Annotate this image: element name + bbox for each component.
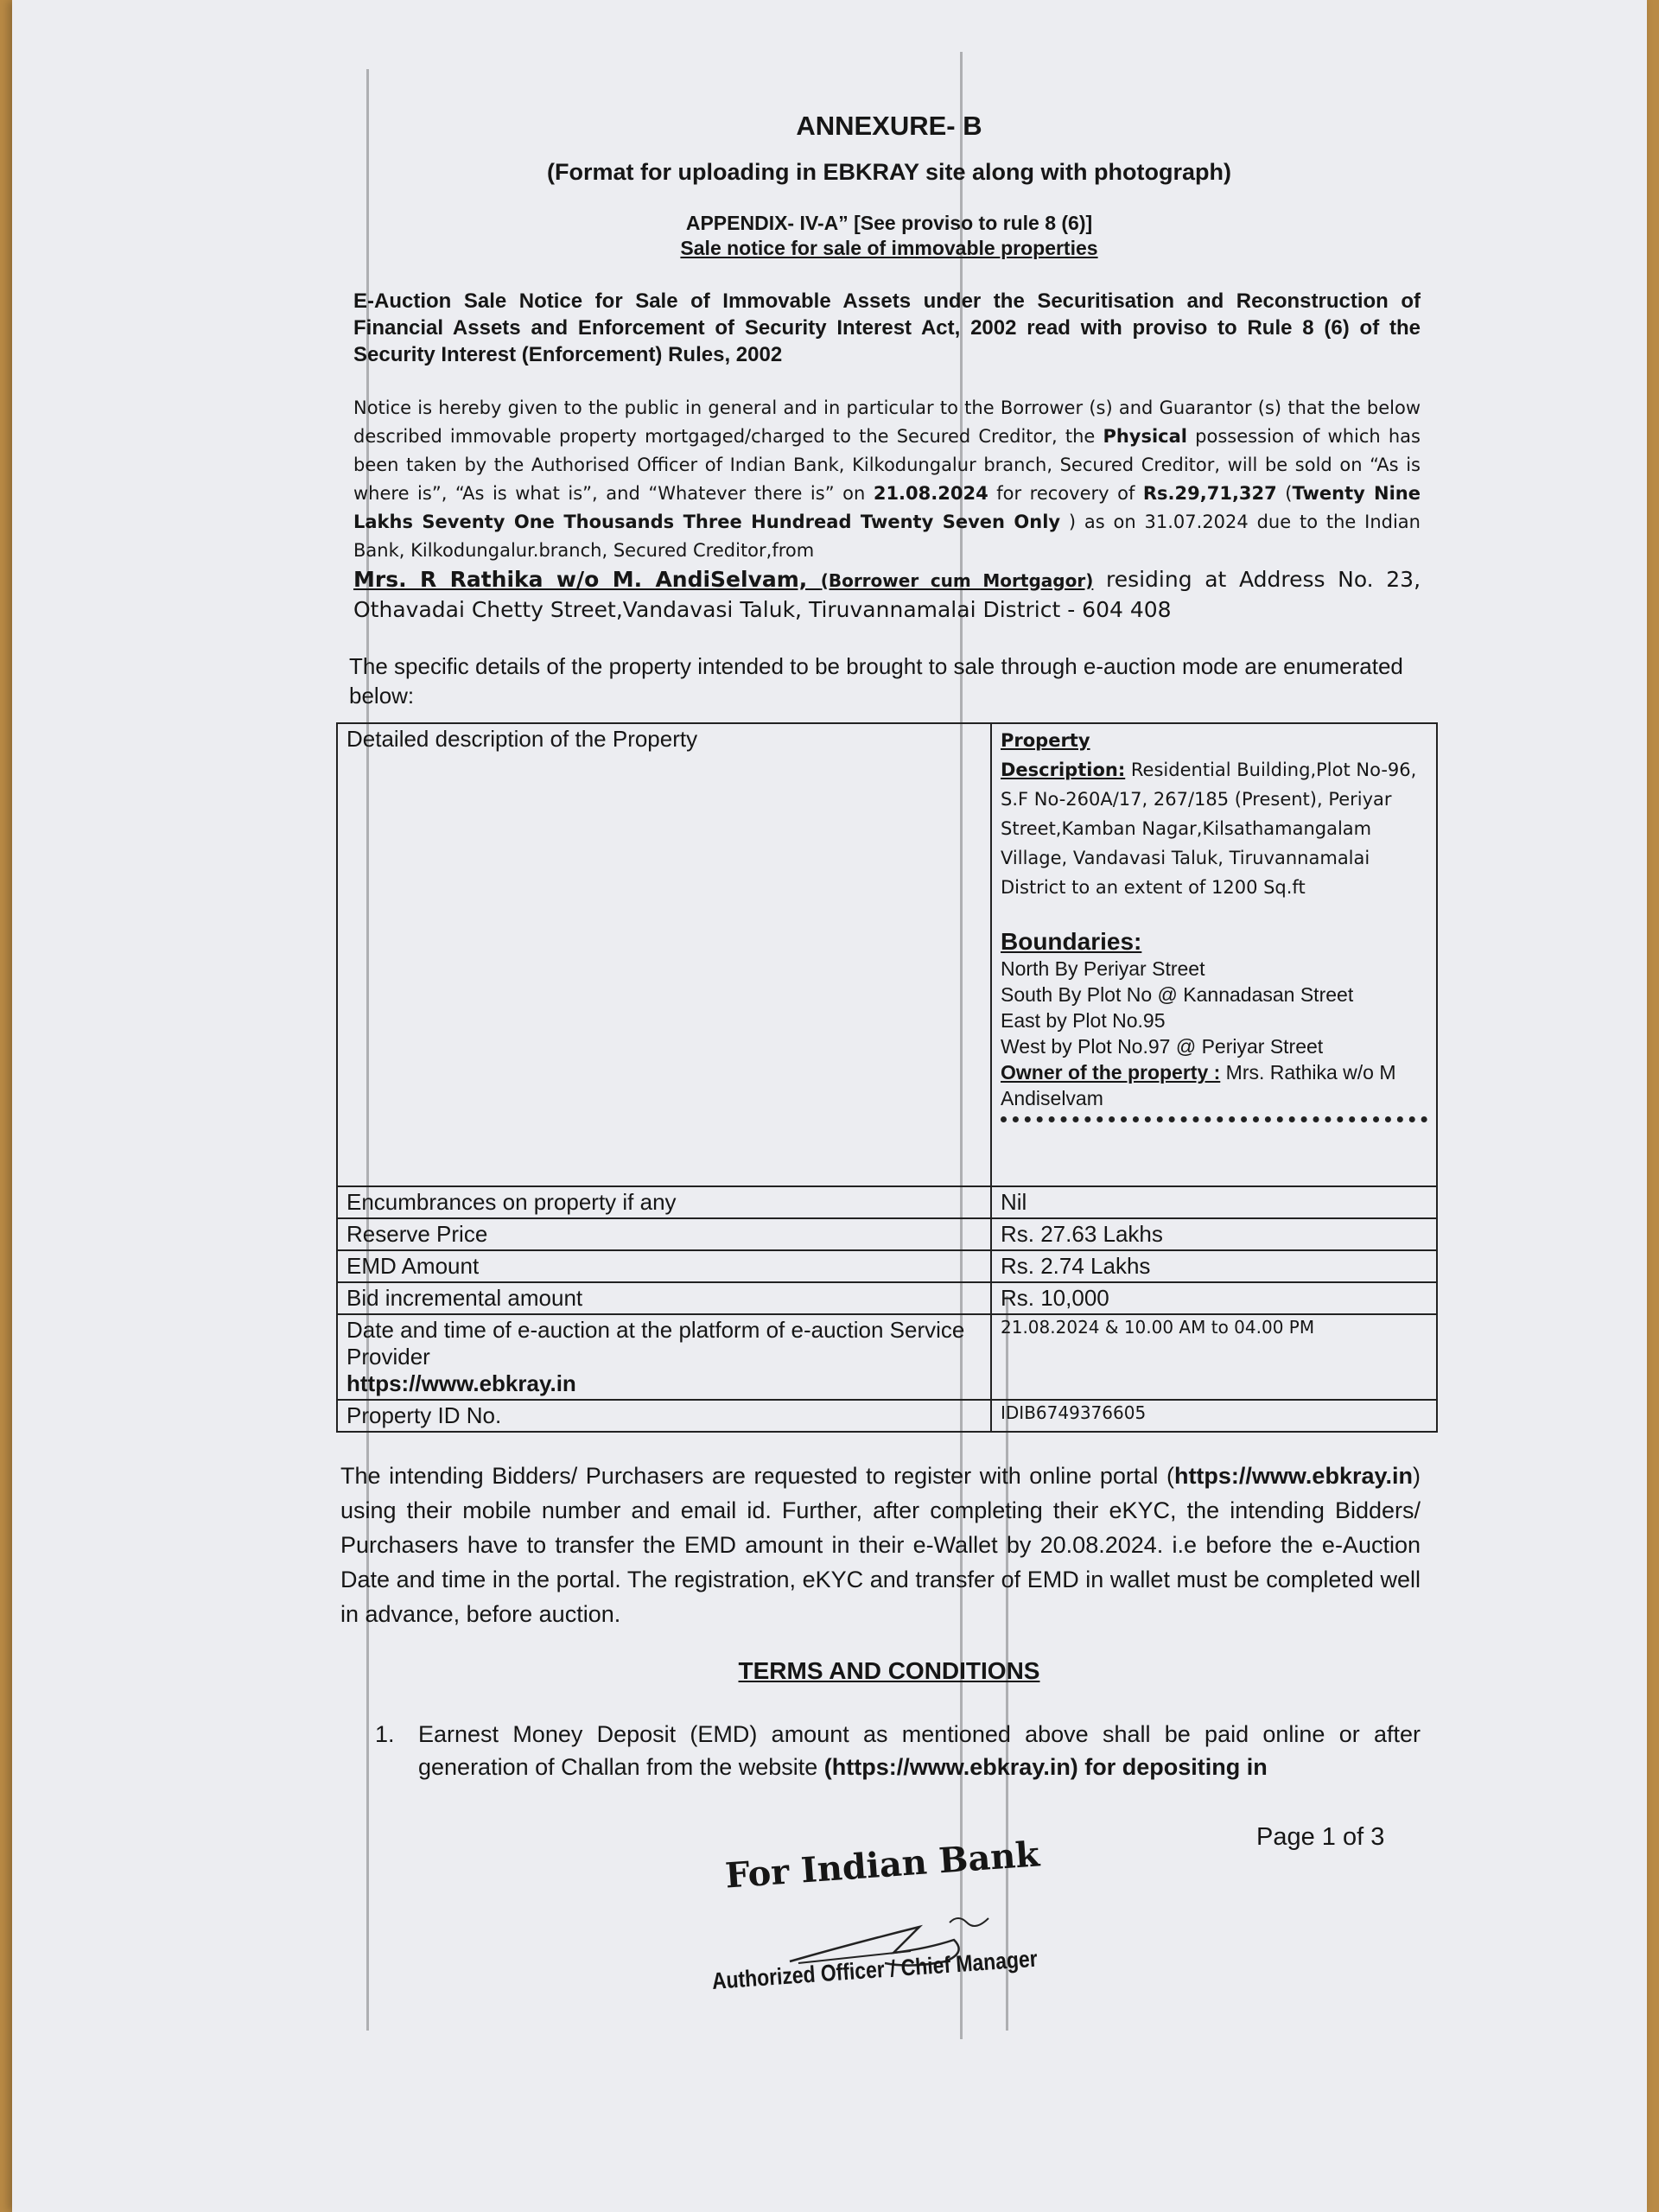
terms-item — [375, 1718, 1421, 1783]
item-bold-text: (https://www.ebkray.in) for depositing in — [823, 1754, 1268, 1780]
portal-url: https://www.ebkray.in — [1173, 1463, 1413, 1489]
boundary-north: North By Periyar Street — [1001, 957, 1205, 980]
property-description — [1001, 726, 1427, 902]
notice-text: for recovery of — [988, 483, 1143, 504]
boundary-south: South By Plot No @ Kannadasan Street — [1001, 983, 1354, 1006]
auction-value-cell: 21.08.2024 & 10.00 AM to 04.00 PM — [991, 1314, 1437, 1400]
table-row — [337, 1314, 1437, 1400]
owner-value: Mrs. Rathika w/o M Andiselvam — [1001, 1061, 1396, 1109]
row-value: Rs. 10,000 — [991, 1282, 1437, 1314]
row-value: Rs. 27.63 Lakhs — [991, 1218, 1437, 1250]
dotted-divider — [1001, 1116, 1427, 1122]
authorized-officer: Authorized Officer / Chief Manager — [710, 1945, 1039, 1994]
format-note: (Format for uploading in EBKRAY site along with photograph) — [547, 159, 1231, 185]
notice-text: Notice is hereby given to the public in general and in particular to the Borrower (s) and Guarantor (s) that the below described immovable property mortgaged/charged to the Secured Creditor, the — [353, 397, 1421, 447]
table-row — [337, 1282, 1437, 1314]
annexure-title: ANNEXURE- B — [796, 111, 982, 141]
row-label: EMD Amount — [337, 1250, 991, 1282]
description-text: Residential Building,Plot No-96, S.F No-260A/17, 267/185 (Present), Periyar Street,Kamban Nagar,Kilsathamangalam Village, Vandavasi Taluk, Tiruvannamalai District to an extent of 1200 Sq.ft — [1001, 760, 1417, 898]
borrower-name-text: Mrs. R Rathika w/o M. AndiSelvam, — [353, 567, 821, 592]
property-id-value: IDIB6749376605 — [991, 1400, 1437, 1432]
for-indian-bank: For Indian Bank — [723, 1834, 1041, 1897]
appendix-title: APPENDIX- IV-A” [See proviso to rule 8 (6)] — [685, 212, 1093, 234]
page-number: Page 1 of 3 — [1256, 1823, 1385, 1851]
item-number: 1. — [375, 1721, 395, 1747]
table-row — [337, 723, 1437, 1186]
table-row — [337, 1400, 1437, 1432]
bidders-text: ) using their mobile number and email id. Further, after completing their eKYC, the intending Bidders/ Purchasers have to transfer the EMD amount in their e-Wallet by 20.08.2024. i.e before the e-Auction Date and time in the portal. The registration, eKYC and transfer of EMD in wallet must be completed well in advance, before auction. — [340, 1463, 1421, 1627]
description-label: Description: — [1001, 760, 1126, 780]
auction-date: 21.08.2024 — [873, 483, 988, 504]
physical-label: Physical — [1103, 426, 1187, 447]
signature-block — [703, 1823, 1481, 2013]
borrower-role: (Borrower cum Mortgagor) — [820, 570, 1094, 591]
boundary-west: West by Plot No.97 @ Periyar Street — [1001, 1035, 1324, 1058]
e-auction-intro: E-Auction Sale Notice for Sale of Immovable Assets under the Securitisation and Reconstruction of Financial Assets and Enforcement of Security Interest Act, 2002 read with proviso to Rule 8 (6) of the Security Interest (Enforcement) Rules, 2002 — [353, 289, 1421, 366]
auction-label-cell — [337, 1314, 991, 1400]
bidders-text: The intending Bidders/ Purchasers are requested to register with online portal ( — [340, 1463, 1174, 1489]
boundary-east: East by Plot No.95 — [1001, 1009, 1166, 1032]
amount-in-words: Twenty Nine Lakhs Seventy One Thousands Three Hundread Twenty Seven Only — [353, 483, 1421, 532]
item-text-wrap — [418, 1718, 1421, 1783]
property-details-table — [336, 722, 1438, 1433]
terms-heading: TERMS AND CONDITIONS — [738, 1657, 1040, 1684]
table-row — [337, 1186, 1437, 1218]
row-label: Encumbrances on property if any — [337, 1186, 991, 1218]
row-value: Nil — [991, 1186, 1437, 1218]
notice-content — [336, 95, 1442, 1783]
auction-url: https://www.ebkray.in — [346, 1370, 576, 1396]
row-label: Reserve Price — [337, 1218, 991, 1250]
recovery-amount: Rs.29,71,327 — [1142, 483, 1277, 504]
owner-line — [1001, 1059, 1427, 1111]
row-label: Bid incremental amount — [337, 1282, 991, 1314]
auction-label: Date and time of e-auction at the platform of e-auction Service Provider — [346, 1317, 965, 1370]
borrower-name — [353, 567, 1093, 592]
row-value: Rs. 2.74 Lakhs — [991, 1250, 1437, 1282]
desc-value-cell — [991, 723, 1437, 1186]
notice-text: ( — [1276, 483, 1293, 504]
bidders-paragraph — [340, 1459, 1421, 1631]
owner-label: Owner of the property : — [1001, 1061, 1221, 1084]
table-row — [337, 1218, 1437, 1250]
document-page — [12, 0, 1647, 2212]
property-id-label: Property ID No. — [337, 1400, 991, 1432]
sale-notice-subtitle: Sale notice for sale of immovable properties — [680, 237, 1098, 259]
borrower-address: residing at Address No. 23, Othavadai Chetty Street,Vandavasi Taluk, Tiruvannamalai District - 604 408 — [353, 567, 1421, 622]
table-intro: The specific details of the property intended to be brought to sale through e-auction mode are enumerated below: — [349, 653, 1403, 709]
notice-paragraph — [353, 394, 1421, 626]
desc-label-cell: Detailed description of the Property — [337, 723, 991, 1186]
table-row — [337, 1250, 1437, 1282]
property-heading: Property — [1001, 730, 1090, 751]
boundaries-heading: Boundaries: — [1001, 928, 1142, 955]
item-text: Earnest Money Deposit (EMD) amount as mentioned above shall be paid online or after generation of Challan from the website — [418, 1721, 1421, 1780]
notice-text: ) as on 31.07.2024 due to the Indian Bank, Kilkodungalur.branch, Secured Creditor,from — [353, 512, 1421, 561]
notice-text: possession of which has been taken by the Authorised Officer of Indian Bank, Kilkodungalur branch, Secured Creditor, will be sold on “As is where is”, “As is what is”, and “Whatever there is” on — [353, 426, 1421, 504]
